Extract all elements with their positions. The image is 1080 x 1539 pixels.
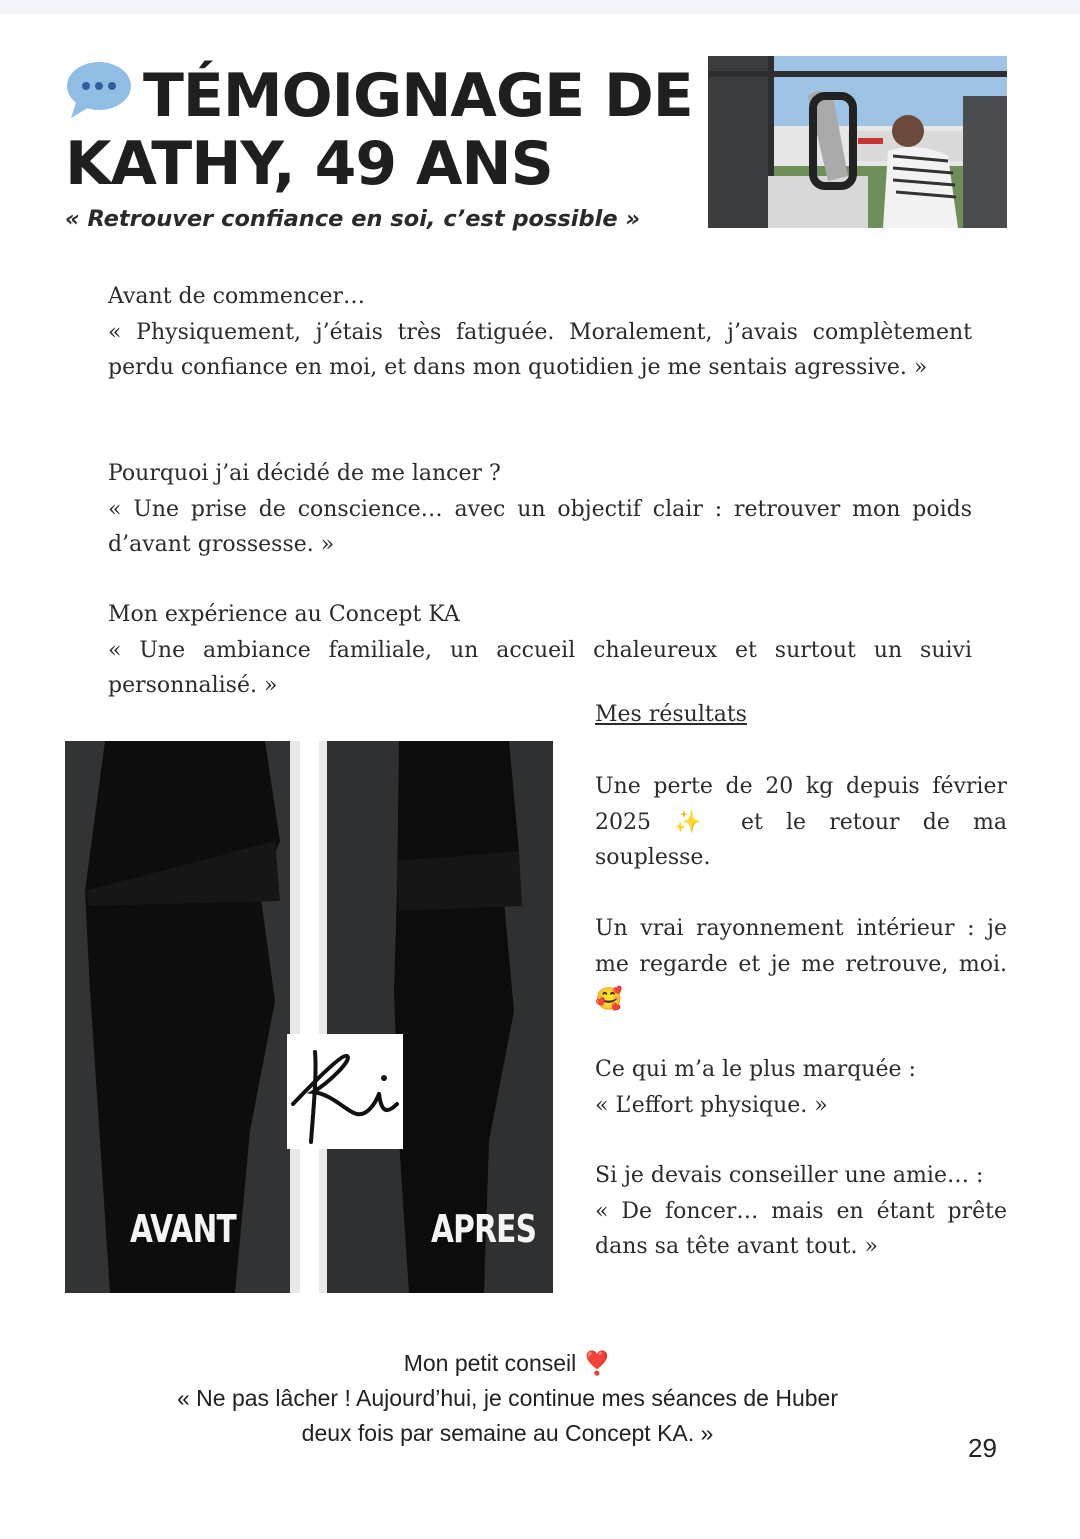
conseil-title: Mon petit conseil xyxy=(403,1350,577,1376)
before-photo xyxy=(65,741,300,1293)
advice-quote: « De foncer… mais en étant prête dans sa tête avant tout. » xyxy=(595,1198,1007,1259)
smiling-hearts-icon: 🥰 xyxy=(595,987,623,1012)
experience-section xyxy=(108,597,972,704)
results-title: Mes résultats xyxy=(595,702,747,727)
subtitle: « Retrouver confiance en soi, c’est possible » xyxy=(65,206,641,232)
marked-quote: « L’effort physique. » xyxy=(595,1092,828,1118)
before-heading: Avant de commencer… xyxy=(108,284,365,309)
gym-photo xyxy=(708,56,1007,228)
before-quote: « Physiquement, j’étais très fatiguée. Moralement, j’avais complètement perdu confiance en moi, et dans mon quotidien je me sentais agressive. » xyxy=(108,319,972,380)
why-section xyxy=(108,456,972,563)
title-line1: TÉMOIGNAGE DE xyxy=(143,61,693,131)
results-advice xyxy=(595,1158,1007,1265)
conseil-line2: deux fois par semaine au Concept KA. » xyxy=(301,1420,714,1446)
speech-bubble-icon xyxy=(65,60,133,132)
ki-logo xyxy=(287,1034,403,1149)
page-title xyxy=(65,60,705,199)
before-section xyxy=(108,279,972,386)
loss-text-before: Une perte de 20 kg depuis février 2025 xyxy=(595,774,1007,835)
conseil-line1: « Ne pas lâcher ! Aujourd’hui, je continue mes séances de Huber xyxy=(176,1385,838,1411)
marked-heading: Ce qui m’a le plus marquée : xyxy=(595,1057,916,1082)
results-loss xyxy=(595,769,1007,876)
before-label: AVANT xyxy=(130,1207,236,1251)
sparkle-icon: ✨ xyxy=(674,809,718,835)
page-number: 29 xyxy=(968,1433,997,1463)
why-heading: Pourquoi j’ai décidé de me lancer ? xyxy=(108,461,501,486)
loss-text-after: et le retour de ma souplesse. xyxy=(595,809,1007,870)
after-label: APRES xyxy=(431,1207,537,1251)
conseil-title-row xyxy=(110,1346,905,1381)
advice-heading: Si je devais conseiller une amie… : xyxy=(595,1163,984,1188)
results-glow xyxy=(595,911,1007,1018)
title-line2: KATHY, 49 ANS xyxy=(65,129,553,199)
experience-quote: « Une ambiance familiale, un accueil chaleureux et surtout un suivi personnalisé. » xyxy=(108,637,972,698)
results-marked xyxy=(595,1052,1007,1123)
experience-heading: Mon expérience au Concept KA xyxy=(108,602,460,627)
top-strip xyxy=(0,0,1080,14)
heart-exclamation-icon: ❣️ xyxy=(582,1350,612,1376)
why-quote: « Une prise de conscience… avec un objectif clair : retrouver mon poids d’avant grossesse. » xyxy=(108,496,972,557)
glow-text: Un vrai rayonnement intérieur : je me regarde et je me retrouve, moi. xyxy=(595,916,1007,977)
after-photo xyxy=(319,741,553,1293)
